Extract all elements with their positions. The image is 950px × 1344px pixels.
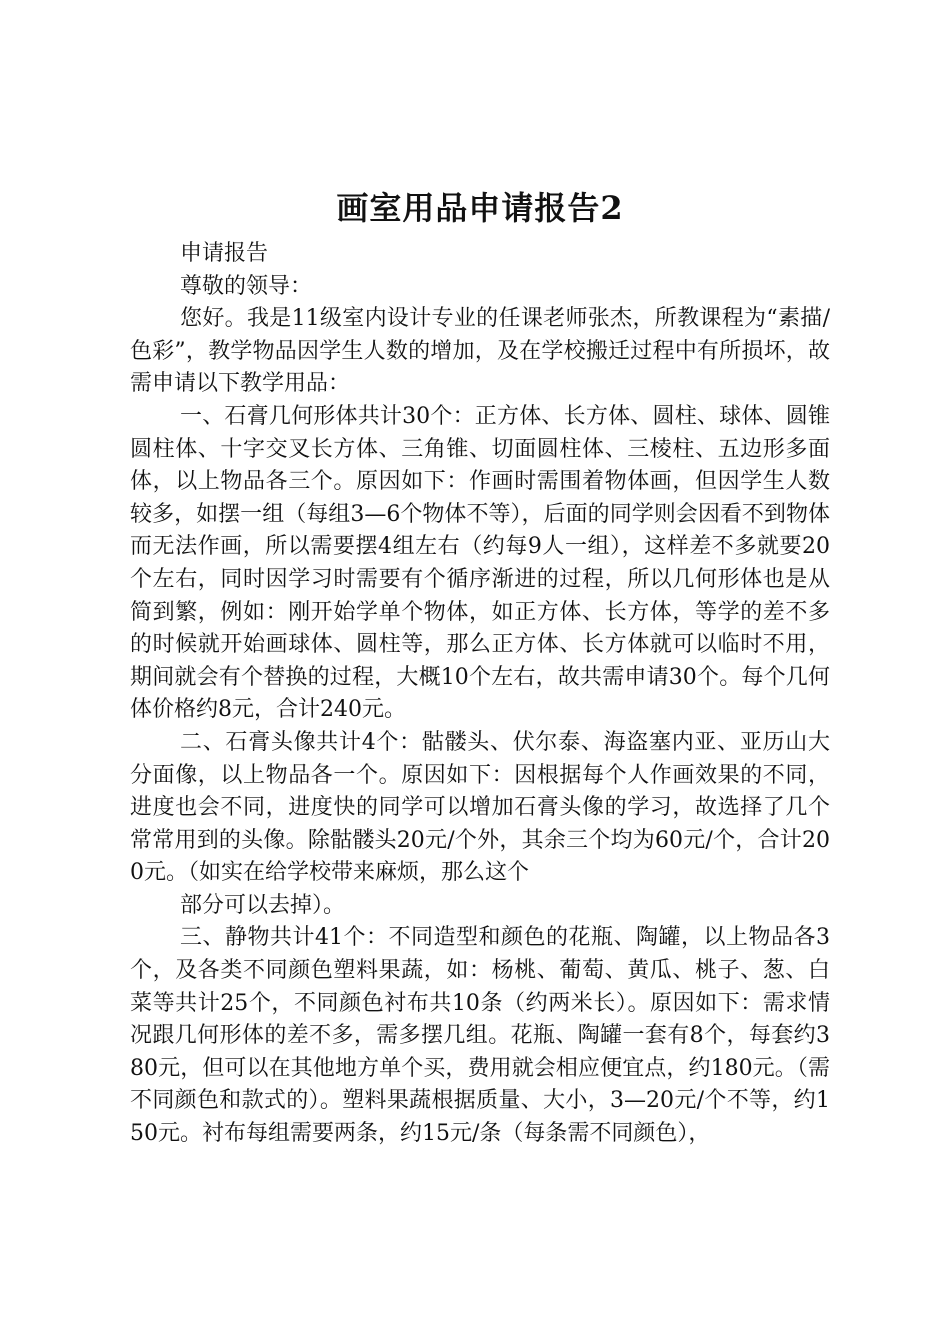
paragraph-item-1: 一、石膏几何形体共计30个：正方体、长方体、圆柱、球体、圆锥圆柱体、十字交叉长方体、三角锥、切面圆柱体、三棱柱、五边形多面体，以上物品各三个。原因如下：作画时需围着物体画，但因学生人数较多，如摆一组（每组3—6个物体不等），后面的同学则会因看不到物体而无法作画，所以需要摆4组左右（约每9人一组），这样差不多就要20个左右，同时因学习时需要有个循序渐进的过程，所以几何形体也是从简到繁，例如：刚开始学单个物体，如正方体、长方体，等学的差不多的时候就开始画球体、圆柱等，那么正方体、长方体就可以临时不用，期间就会有个替换的过程，大概10个左右，故共需申请30个。每个几何体价格约8元，合计240元。 — [130, 403, 830, 723]
paragraph-intro: 您好。我是11级室内设计专业的任课老师张杰，所教课程为“素描/色彩”，教学物品因学生人数的增加，及在学校搬迁过程中有所损坏，故需申请以下教学用品： — [130, 306, 830, 397]
document-page — [130, 186, 830, 1151]
paragraph-item-3: 三、静物共计41个：不同造型和颜色的花瓶、陶罐，以上物品各3个，及各类不同颜色塑料果蔬，如：杨桃、葡萄、黄瓜、桃子、葱、白菜等共计25个，不同颜色衬布共10条（约两米长）。原因如下：需求情况跟几何形体的差不多，需多摆几组。花瓶、陶罐一套有8个，每套约380元，但可以在其他地方单个买，费用就会相应便宜点，约180元。（需不同颜色和款式的）。塑料果蔬根据质量、大小，3—20元/个不等，约150元。衬布每组需要两条，约15元/条（每条需不同颜色）， — [130, 925, 830, 1147]
paragraph-item-2-continued: 部分可以去掉）。 — [180, 892, 346, 918]
paragraph-heading: 申请报告 — [180, 241, 269, 266]
paragraph-salutation: 尊敬的领导： — [180, 273, 313, 299]
document-title: 画室用品申请报告2 — [336, 189, 624, 227]
paragraph-item-2: 二、石膏头像共计4个：骷髅头、伏尔泰、海盗塞内亚、亚历山大分面像，以上物品各一个。原因如下：因根据每个人作画效果的不同，进度也会不同，进度快的同学可以增加石膏头像的学习，故选择了几个常常用到的头像。除骷髅头20元/个外，其余三个均为60元/个，合计200元。（如实在给学校带来麻烦，那么这个 — [130, 729, 830, 886]
